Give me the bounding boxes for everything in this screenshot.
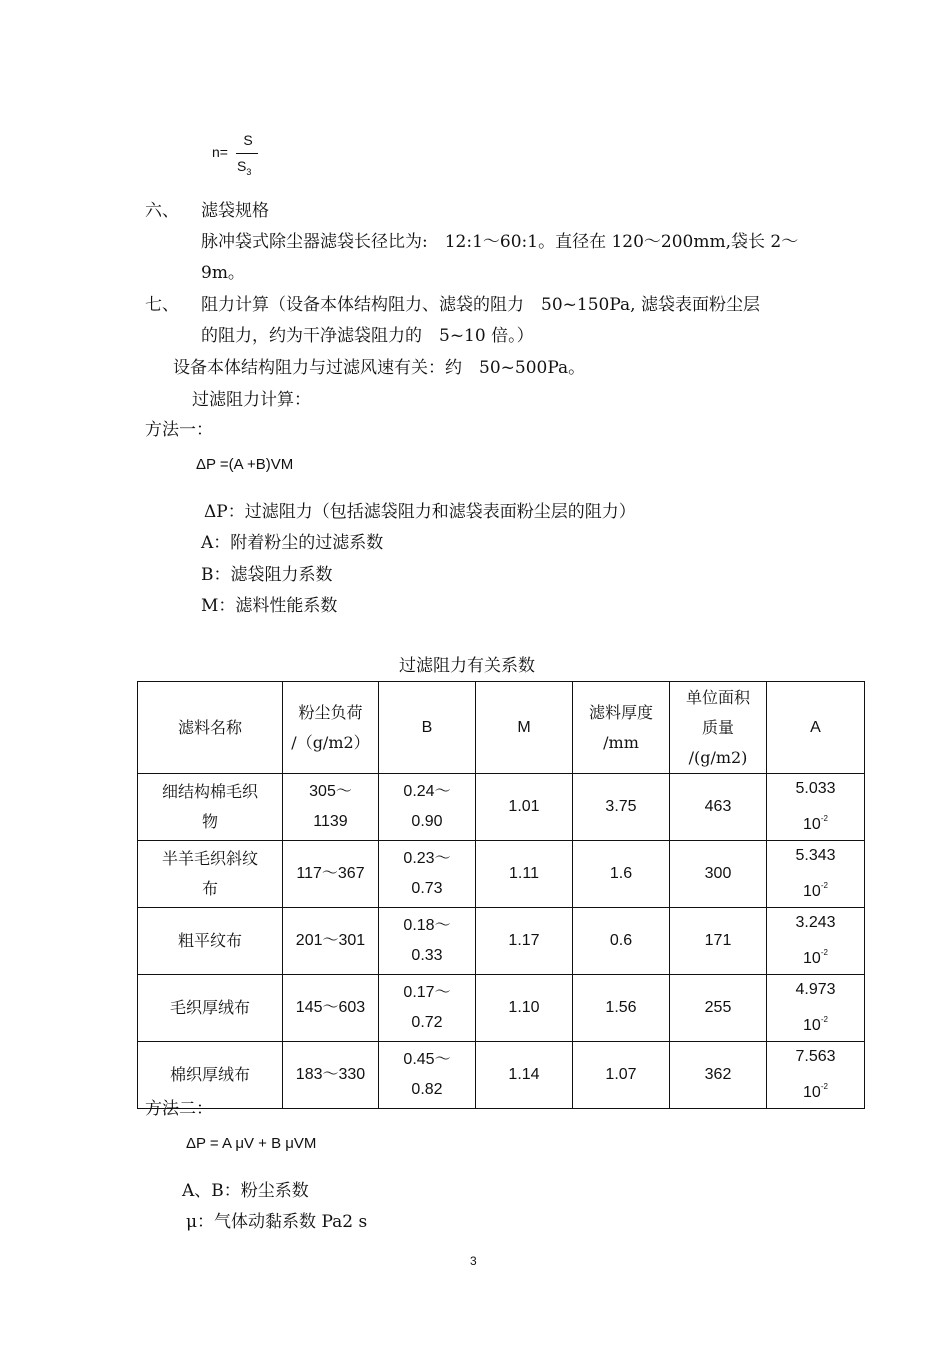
cell-name: 细结构棉毛织 物 <box>138 774 283 841</box>
header-m: M <box>476 682 573 774</box>
cell-dust-load: 145～603 <box>283 975 379 1042</box>
method2-title: 方法二： <box>145 1099 213 1119</box>
sec6-line1: 脉冲袋式除尘器滤袋长径比为: 12:1～60:1。直径在 120～200mm,袋长 2～ <box>201 232 799 252</box>
fraction-denominator: $S_3$ <box>237 158 252 177</box>
cell-dust-load: 183～330 <box>283 1042 379 1109</box>
method1-formula: ΔP =(A +B)VM <box>196 456 294 473</box>
cell-name: 棉织厚绒布 <box>138 1042 283 1109</box>
table-row <box>138 908 865 975</box>
cell-dust-load: 117～367 <box>283 841 379 908</box>
header-b: B <box>379 682 476 774</box>
cell-thickness: 1.6 <box>573 841 670 908</box>
cell-m: 1.10 <box>476 975 573 1042</box>
cell-b: 0.23～ 0.73 <box>379 841 476 908</box>
table-caption: 过滤阻力有关系数 <box>399 656 535 676</box>
method2-def-mu: μ：气体动黏系数 Pa2 s <box>186 1212 368 1232</box>
cell-m: 1.17 <box>476 908 573 975</box>
cell-a: 5.343 $10^{-2}$ <box>767 841 865 908</box>
table-row <box>138 1042 865 1109</box>
cell-thickness: 1.07 <box>573 1042 670 1109</box>
header-dust-load: 粉尘负荷 /（g/m2） <box>283 682 379 774</box>
cell-mass: 171 <box>670 908 767 975</box>
cell-dust-load: 305～ 1139 <box>283 774 379 841</box>
cell-mass: 463 <box>670 774 767 841</box>
header-mass: 单位面积 质量 /(g/m2) <box>670 682 767 774</box>
coefficient-table <box>137 681 864 1101</box>
cell-b: 0.45～ 0.82 <box>379 1042 476 1109</box>
cell-b: 0.24～ 0.90 <box>379 774 476 841</box>
fraction-bar <box>236 153 258 154</box>
table-header-row <box>138 682 865 774</box>
cell-m: 1.14 <box>476 1042 573 1109</box>
fraction-numerator: S <box>243 132 253 148</box>
sec7-line1: 阻力计算（设备本体结构阻力、滤袋的阻力 50~150Pa, 滤袋表面粉尘层 <box>201 295 760 315</box>
cell-mass: 362 <box>670 1042 767 1109</box>
cell-name: 毛织厚绒布 <box>138 975 283 1042</box>
cell-a: 5.033 $10^{-2}$ <box>767 774 865 841</box>
sec6-heading: 滤袋规格 <box>201 201 269 221</box>
cell-name: 粗平纹布 <box>138 908 283 975</box>
cell-dust-load: 201～301 <box>283 908 379 975</box>
cell-mass: 255 <box>670 975 767 1042</box>
cell-m: 1.11 <box>476 841 573 908</box>
table-row <box>138 975 865 1042</box>
method1-def-b: B：滤袋阻力系数 <box>201 565 333 585</box>
cell-a: 3.243 $10^{-2}$ <box>767 908 865 975</box>
method2-formula: ΔP = A μV + B μVM <box>186 1135 317 1152</box>
page-number: 3 <box>470 1254 477 1268</box>
cell-b: 0.18～ 0.33 <box>379 908 476 975</box>
header-thickness: 滤料厚度 /mm <box>573 682 670 774</box>
method1-def-m: M：滤料性能系数 <box>201 596 338 616</box>
sec7-line3: 设备本体结构阻力与过滤风速有关：约 50~500Pa。 <box>173 358 586 378</box>
cell-thickness: 3.75 <box>573 774 670 841</box>
header-name: 滤料名称 <box>138 682 283 774</box>
cell-name: 半羊毛织斜纹 布 <box>138 841 283 908</box>
method1-def-dp: ΔP：过滤阻力（包括滤袋阻力和滤袋表面粉尘层的阻力） <box>204 502 636 522</box>
method2-def-ab: A、B：粉尘系数 <box>182 1181 309 1201</box>
table-row <box>138 774 865 841</box>
cell-thickness: 0.6 <box>573 908 670 975</box>
fraction-lhs: n= <box>212 144 228 160</box>
cell-b: 0.17～ 0.72 <box>379 975 476 1042</box>
sec7-index: 七、 <box>145 295 179 315</box>
sec7-line4: 过滤阻力计算： <box>192 390 311 410</box>
cell-a: 4.973 $10^{-2}$ <box>767 975 865 1042</box>
cell-thickness: 1.56 <box>573 975 670 1042</box>
method1-def-a: A：附着粉尘的过滤系数 <box>201 533 384 553</box>
table-row <box>138 841 865 908</box>
cell-m: 1.01 <box>476 774 573 841</box>
cell-a: 7.563 $10^{-2}$ <box>767 1042 865 1109</box>
sec6-index: 六、 <box>145 201 179 221</box>
method1-title: 方法一： <box>145 420 213 440</box>
sec7-line2: 的阻力，约为干净滤袋阻力的 5~10 倍。） <box>201 326 534 346</box>
cell-mass: 300 <box>670 841 767 908</box>
sec6-line2: 9m。 <box>201 263 245 283</box>
header-a: A <box>767 682 865 774</box>
